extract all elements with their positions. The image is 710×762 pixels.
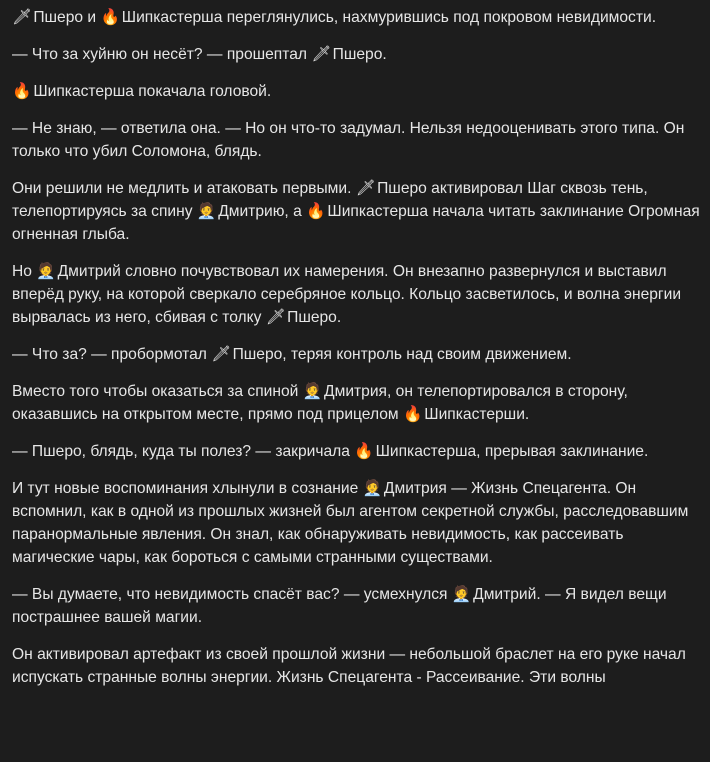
dagger-icon: 🗡 xyxy=(211,345,232,363)
paragraph-text: — Не знаю, — ответила она. — Но он что-то задумал. Нельзя недооценивать этого типа. Он только что убил Соломона, блядь. xyxy=(12,120,685,160)
paragraph-text: Они решили не медлить и атаковать первыми. xyxy=(12,180,356,197)
story-paragraph xyxy=(12,43,702,66)
fire-icon: 🔥 xyxy=(354,442,374,460)
person-icon: 🧑‍💼 xyxy=(362,479,382,497)
paragraph-text: И тут новые воспоминания хлынули в сознание xyxy=(12,480,363,497)
dagger-icon: 🗡 xyxy=(311,45,332,63)
paragraph-text: — Что за? — пробормотал xyxy=(12,346,212,363)
paragraph-text: Вместо того чтобы оказаться за спиной xyxy=(12,383,303,400)
paragraph-text: Дмитрия, он телепортировался в сторону, оказавшись на открытом месте, прямо под прицелом xyxy=(12,383,628,423)
paragraph-text: Шипкастерша начала читать заклинание Огромная огненная глыба. xyxy=(12,203,700,243)
story-paragraph xyxy=(12,583,702,629)
paragraph-text: Дмитрий словно почувствовал их намерения. Он внезапно развернулся и выставил вперёд руку, на которой сверкало серебряное кольцо. Кольцо засветилось, и волна энергии вырвалась из него, сбивая с толку xyxy=(12,263,682,326)
story-paragraph xyxy=(12,6,702,29)
paragraph-text: Пшеро. xyxy=(328,46,387,63)
paragraph-text: — Вы думаете, что невидимость спасёт вас? — усмехнулся xyxy=(12,586,452,603)
paragraph-text: Дмитрий. — Я видел вещи пострашнее вашей магии. xyxy=(12,586,667,626)
paragraph-text: Пшеро и xyxy=(29,9,101,26)
story-paragraph xyxy=(12,343,702,366)
fire-icon: 🔥 xyxy=(12,82,32,100)
paragraph-text: Шипкастерша переглянулись, нахмурившись под покровом невидимости. xyxy=(117,9,657,26)
story-paragraph xyxy=(12,260,702,329)
paragraph-text: Он активировал артефакт из своей прошлой жизни — небольшой браслет на его руке начал испускать странные волны энергии. Жизнь Спецагента - Рассеивание. Эти волны xyxy=(12,646,686,686)
story-paragraph xyxy=(12,177,702,246)
story-paragraph xyxy=(12,80,702,103)
paragraph-text: Дмитрию, а xyxy=(213,203,307,220)
person-icon: 🧑‍💼 xyxy=(36,262,56,280)
fire-icon: 🔥 xyxy=(306,202,326,220)
person-icon: 🧑‍💼 xyxy=(196,202,217,220)
paragraph-text: Шипкастерша, прерывая заклинание. xyxy=(371,443,649,460)
paragraph-text: — Пшеро, блядь, куда ты полез? — закричала xyxy=(12,443,355,460)
paragraph-text: — Что за хуйню он несёт? — прошептал xyxy=(12,46,312,63)
paragraph-text: Пшеро активировал Шаг сквозь тень, телепортируясь за спину xyxy=(12,180,648,220)
story-text xyxy=(12,6,702,703)
story-paragraph xyxy=(12,117,702,163)
paragraph-text: Пшеро. xyxy=(282,309,342,326)
story-paragraph xyxy=(12,643,702,689)
story-paragraph xyxy=(12,380,702,426)
paragraph-text: Шипкастерша покачала головой. xyxy=(29,83,272,100)
story-paragraph xyxy=(12,477,702,569)
fire-icon: 🔥 xyxy=(402,405,423,423)
story-paragraph xyxy=(12,440,702,463)
paragraph-text: Дмитрия — Жизнь Спецагента. Он вспомнил, как в одной из прошлых жизней был агентом секретной службы, расследовавшим паранормальные явления. Он знал, как обнаруживать невидимость, как рассеивать магические чары, как бороться с самыми странными существами. xyxy=(12,480,689,566)
dagger-icon: 🗡 xyxy=(265,308,286,326)
paragraph-text: Шипкастерши. xyxy=(419,406,530,423)
dagger-icon: 🗡 xyxy=(12,8,32,26)
dagger-icon: 🗡 xyxy=(355,179,376,197)
paragraph-text: Пшеро, теряя контроль над своим движением. xyxy=(228,346,572,363)
person-icon: 🧑‍💼 xyxy=(302,382,323,400)
fire-icon: 🔥 xyxy=(100,8,120,26)
paragraph-text: Но xyxy=(12,263,37,280)
person-icon: 🧑‍💼 xyxy=(451,585,472,603)
